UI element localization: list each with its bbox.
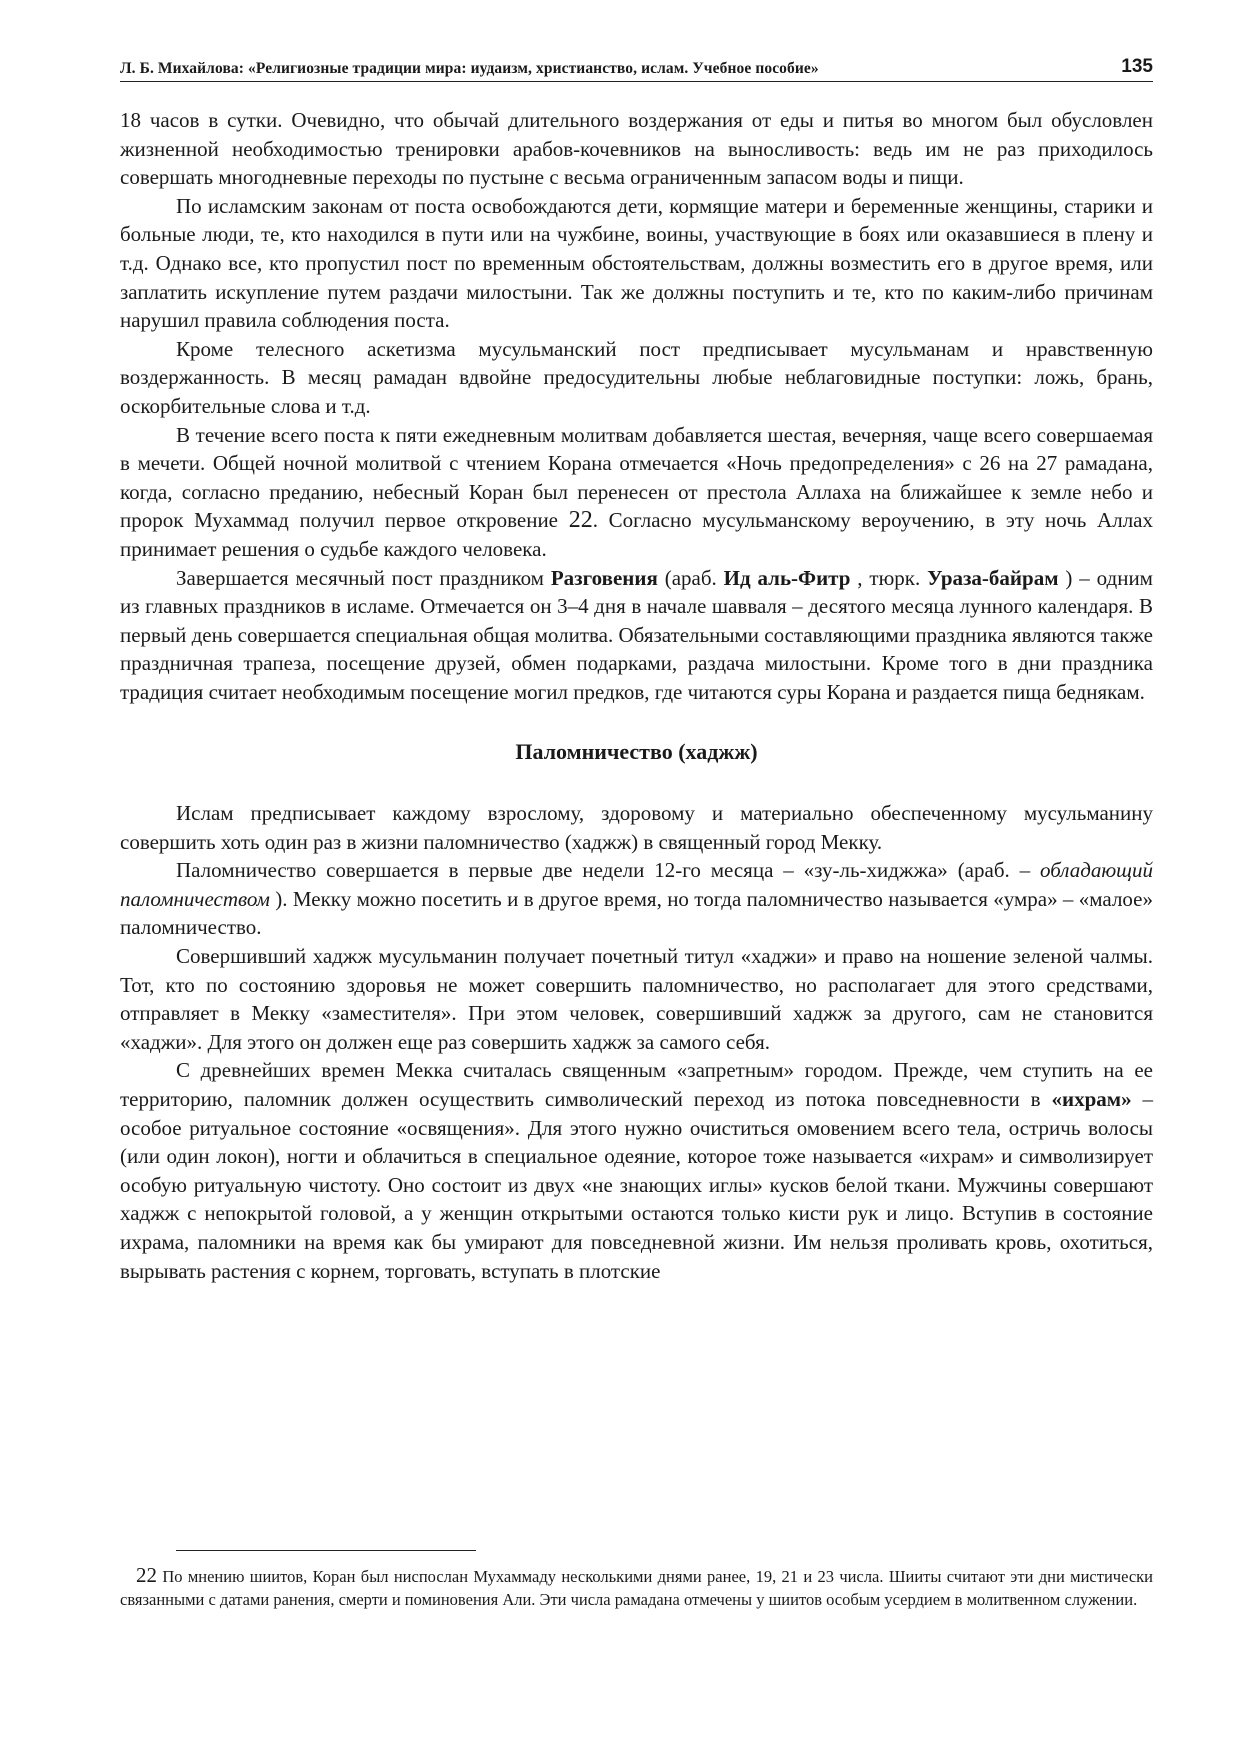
paragraph-5-text-e: ) – одним из главных праздников в исламе. Отмечается он 3–4 дня в начале шавваля – десятого месяца лунного календаря. В первый день совершается специальная общая молитва. Обязательными составляющими праздника являются также праздничная трапеза, посещение друзей, обмен подарками, раздача милостыни. Кроме того в дни праздника традиция считает необходимым посещение могил предков, где читаются суры Корана и раздается пища беднякам. <box>120 565 1153 704</box>
term-razgovenie: Разговения <box>550 565 658 590</box>
paragraph-1: 18 часов в сутки. Очевидно, что обычай длительного воздержания от еды и питья во многом был обусловлен жизненной необходимостью тренировки арабов-кочевников на выносливость: ведь им не раз приходилось совершать многодневные переходы по пустыне с весьма ограниченным запасом воды и пищи. <box>120 108 1153 190</box>
term-translation: обладающий паломничеством <box>120 858 1153 911</box>
term-ihram: «ихрам» <box>1051 1087 1132 1111</box>
main-text <box>120 106 1153 1285</box>
paragraph-2: По исламским законам от поста освобождаются дети, кормящие матери и беременные женщины, старики и больные люди, те, кто находился в пути или на чужбине, воины, участвующие в боях или оказавшиеся в плену и т.д. Однако все, кто пропустил пост по временным обстоятельствам, должны возместить его в другое время, или заплатить искупление путем раздачи милостыни. Так же должны поступить и те, кто по каким-либо причинам нарушил правила соблюдения поста. <box>120 193 1153 333</box>
footnote-reference[interactable]: 22 <box>568 507 593 534</box>
paragraph-9 <box>120 1056 1153 1285</box>
running-title: Л. Б. Михайлова: «Религиозные традиции мира: иудаизм, христианство, ислам. Учебное пособие» <box>120 60 819 77</box>
footnote <box>120 1564 1153 1611</box>
footnote-22 <box>120 1564 1153 1611</box>
paragraph-9-text-a: С древнейших времен Мекка считалась священным «запретным» городом. Прежде, чем ступить на ее территорию, паломник должен осуществить символический переход из потока повседневности в <box>120 1058 1153 1111</box>
term-uraza-bayram: Ураза-байрам <box>927 565 1059 590</box>
paragraph-4 <box>120 421 1153 564</box>
term-id-al-fitr: Ид аль-Фитр <box>723 565 851 590</box>
footnote-divider <box>176 1550 476 1551</box>
paragraph-5-text-d: , тюрк. <box>850 565 928 590</box>
paragraph-5-text-a: Завершается месячный пост праздником <box>176 565 551 590</box>
paragraph-8: Совершивший хаджж мусульманин получает почетный титул «хаджи» и право на ношение зеленой чалмы. Тот, кто по состоянию здоровья не может совершить паломничество, но располагает для этого средствами, отправляет в Мекку «заместителя». При этом человек, совершивший хаджж за другого, сам не становится «хаджи». Для этого он должен еще раз совершить хаджж за самого себя. <box>120 944 1153 1054</box>
paragraph-4-text-a: В течение всего поста к пяти ежедневным молитвам добавляется шестая, вечерняя, чаще всего совершаемая в мечети. Общей ночной молитвой с чтением Корана отмечается «Ночь предопределения» с 26 на 27 рамадана, когда, согласно преданию, небесный Коран был перенесен от престола Аллаха на ближайшее к земле небо и пророк Мухаммад получил первое откровение <box>120 422 1153 533</box>
footnote-mark: 22 <box>136 1563 157 1587</box>
paragraph-3: Кроме телесного аскетизма мусульманский пост предписывает мусульманам и нравственную воздержанность. В месяц рамадан вдвойне предосудительны любые неблаговидные поступки: ложь, брань, оскорбительные слова и т.д. <box>120 336 1153 418</box>
paragraph-4-text-b: . Согласно мусульманскому вероучению, в эту ночь Аллах принимает решения о судьбе каждого человека. <box>120 508 1154 561</box>
paragraph-9-text-c: – особое ритуальное состояние «освящения». Для этого нужно очиститься омовением всего тела, остричь волосы (или один локон), ногти и облачиться в специальное одеяние, которое тоже называется «ихрам» и символизирует особую ритуальную чистоту. Оно состоит из двух «не знающих иглы» кусков белой ткани. Мужчины совершают хаджж с непокрытой головой, а у женщин открытыми остаются только кисти рук и лицо. Вступив в состояние ихрама, паломники на время как бы умирают для повседневной жизни. Им нельзя проливать кровь, охотиться, вырывать растения с корнем, торговать, вступать в плотские <box>120 1087 1153 1283</box>
footnote-text: По мнению шиитов, Коран был ниспослан Мухаммаду несколькими днями ранее, 19, 21 и 23 числа. Шииты считают эти дни мистически связанными с датами ранения, смерти и поминовения Али. Эти числа рамадана отмечены у шиитов особым усердием в молитвенном служении. <box>120 1567 1153 1609</box>
paragraph-7-text-b: ). Мекку можно посетить и в другое время, но тогда паломничество называется «умра» – «малое» паломничество. <box>120 886 1153 940</box>
paragraph-5 <box>120 564 1153 707</box>
page-number: 135 <box>1121 56 1153 77</box>
section-heading: Паломничество (хаджж) <box>515 739 758 765</box>
paragraph-6: Ислам предписывает каждому взрослому, здоровому и материально обеспеченному мусульманину совершить хоть один раз в жизни паломничество (хаджж) в священный город Мекку. <box>120 801 1153 854</box>
paragraph-7-text-a: Паломничество совершается в первые две недели 12-го месяца – «зу-ль-хиджжа» (араб. – <box>176 858 1041 883</box>
paragraph-7 <box>120 856 1153 942</box>
running-header <box>120 56 1153 82</box>
paragraph-5-text-c: (араб. <box>657 565 724 590</box>
